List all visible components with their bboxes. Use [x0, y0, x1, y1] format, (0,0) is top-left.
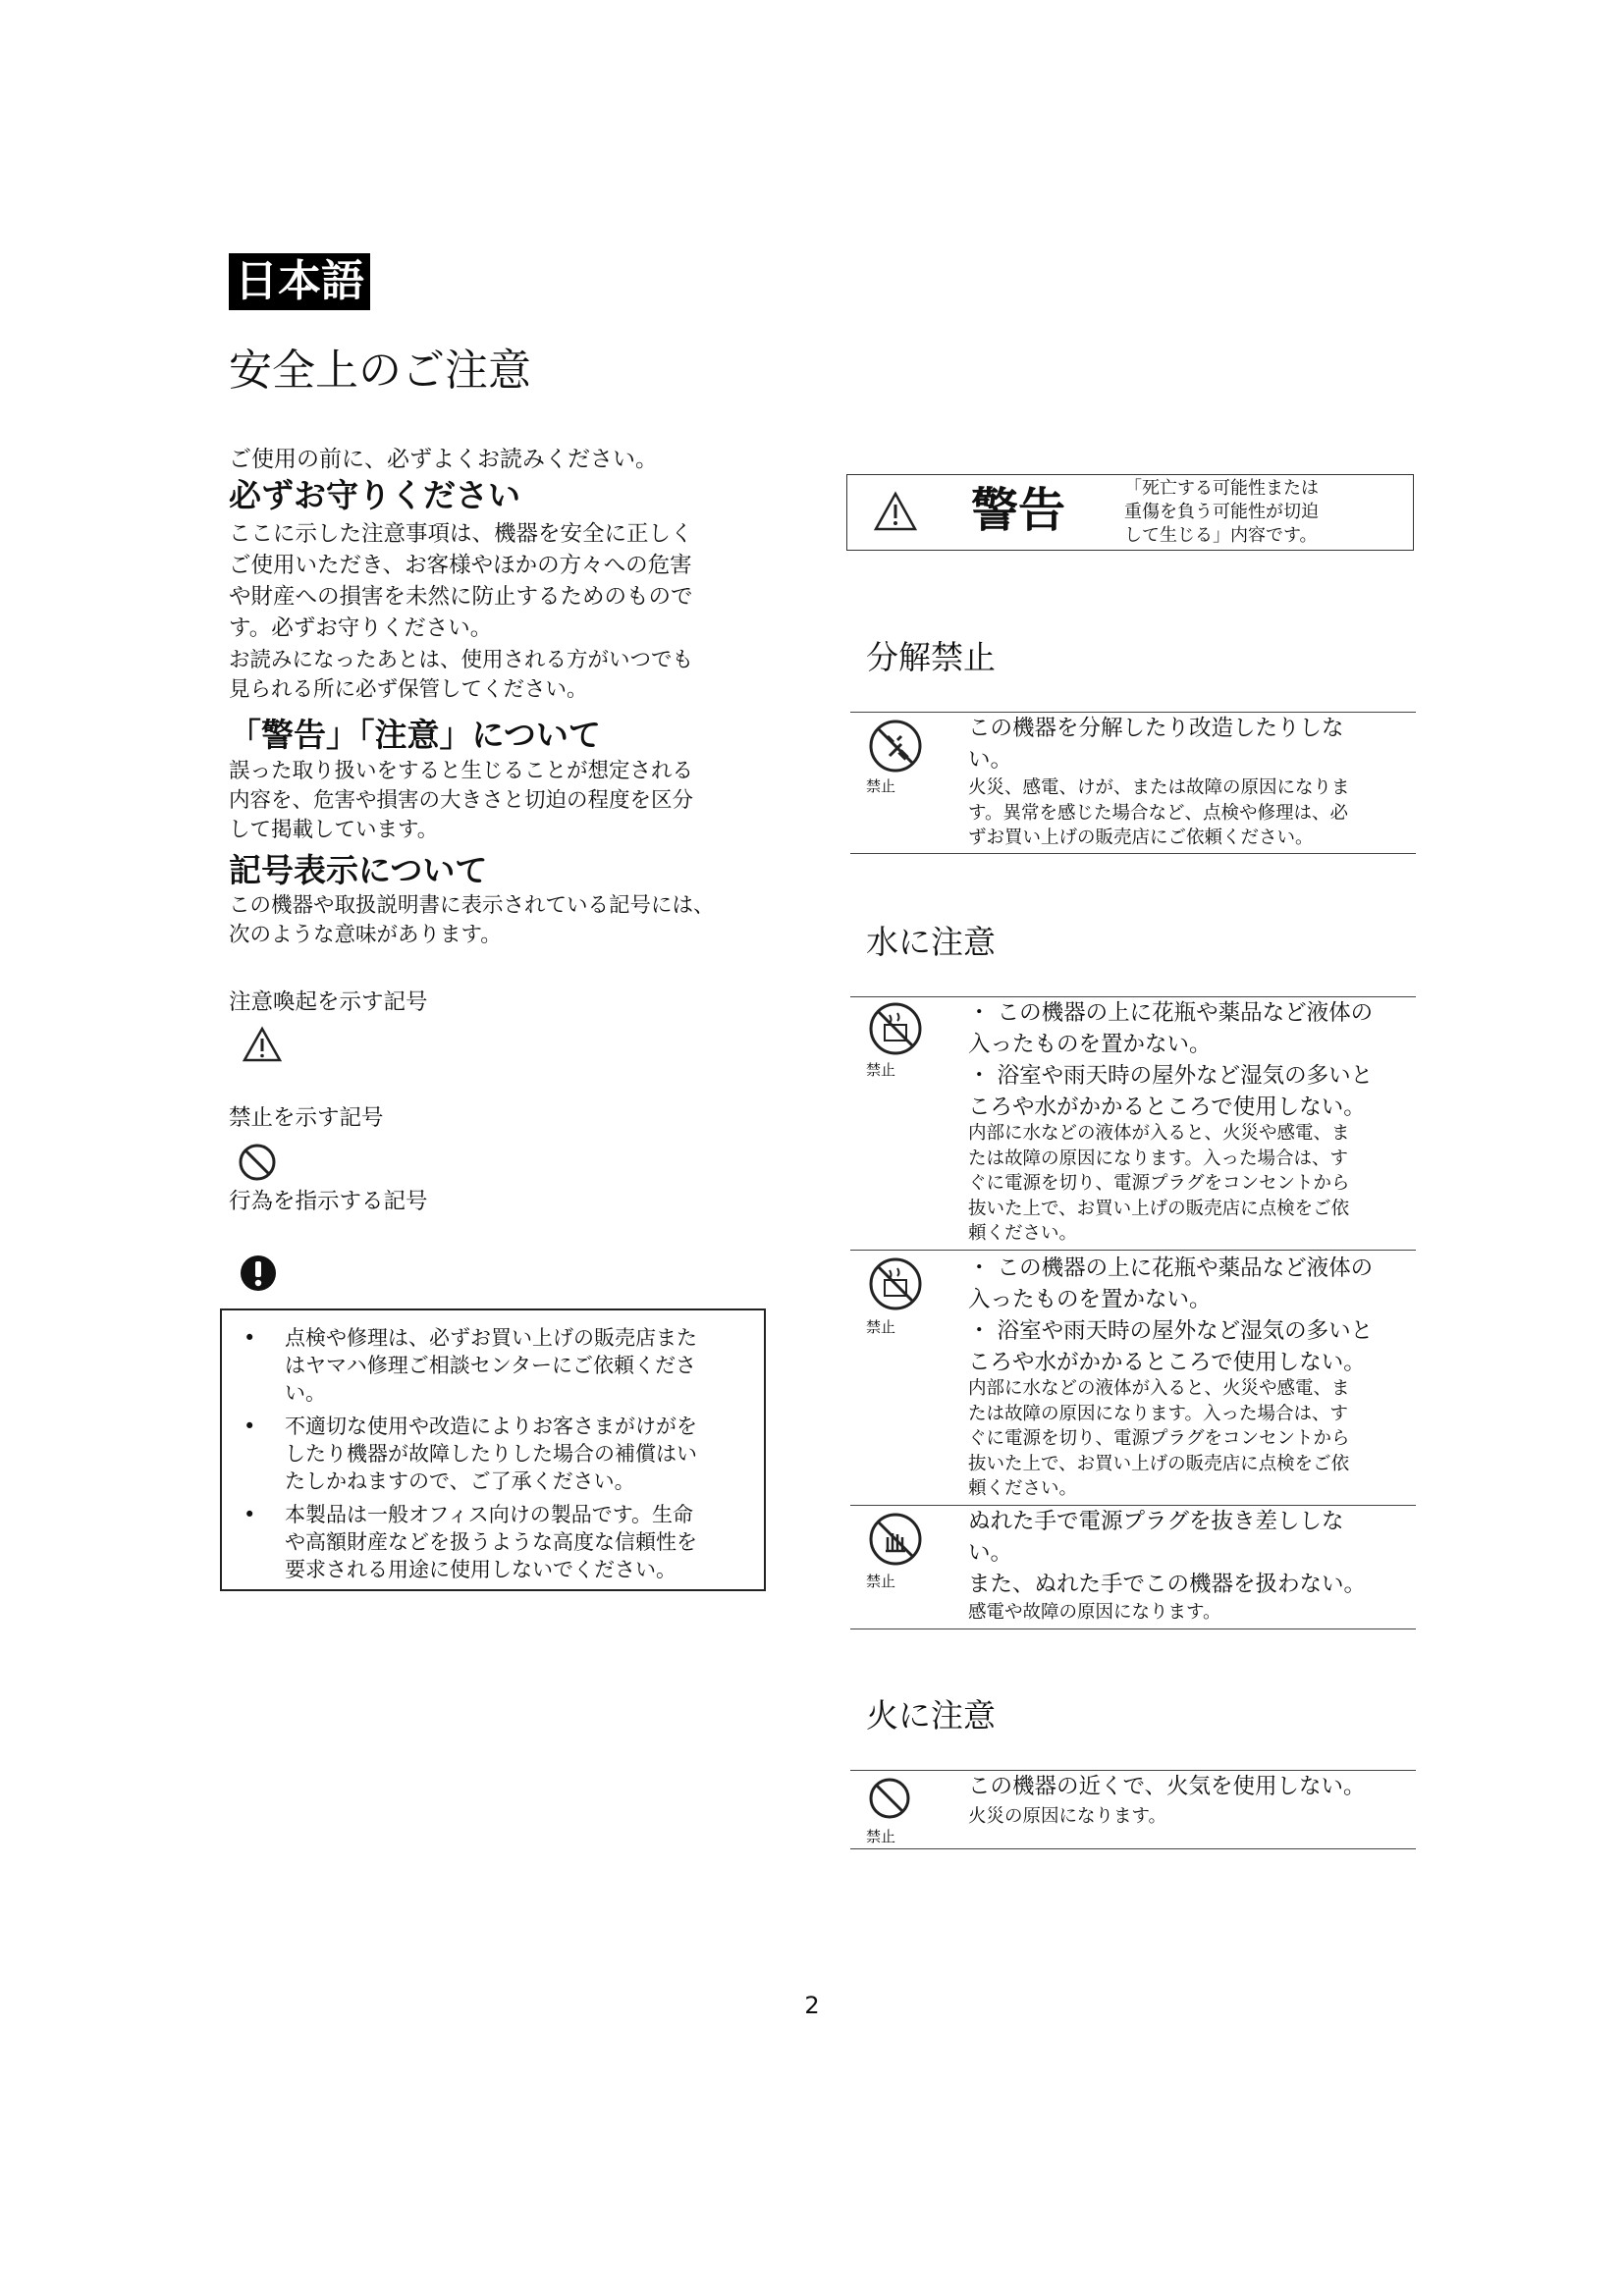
prohibition-icon: [868, 1777, 911, 1820]
mandatory-action-icon: [240, 1255, 277, 1292]
row-main-text: ・ この機器の上に花瓶や薬品など液体の 入ったものを置かない。 ・ 浴室や雨天時の屋外など湿気の多いと ころや水がかかるところで使用しない。: [968, 1255, 1374, 1375]
row-caption: 禁止: [866, 777, 896, 795]
keep-para2: お読みになったあとは、使用される方がいつでも 見られる所に必ず保管してください。: [229, 648, 694, 702]
row-note-text: 火災、感電、けが、または故障の原因になりま す。異常を感じた場合など、点検や修理は、必 ずお買い上げの販売店にご依頼ください。: [968, 777, 1350, 848]
symbols-para: この機器や取扱説明書に表示されている記号には、 次のような意味があります。: [229, 893, 715, 947]
no-water-icon: [868, 1256, 923, 1311]
notice-item: [244, 1324, 744, 1407]
section-heading-fire: 火に注意: [866, 1696, 996, 1735]
bullet: •: [244, 1503, 256, 1526]
symbol-label-mandatory: 行為を指示する記号: [229, 1189, 428, 1214]
notice-text: 点検や修理は、必ずお買い上げの販売店また はヤマハ修理ご相談センターにご依頼くださ い。: [285, 1326, 697, 1405]
notice-text: 本製品は一般オフィス向けの製品です。生命 や高額財産などを扱うような高度な信頼性を 要求される用途に使用しないでください。: [285, 1503, 697, 1581]
warning-header-box: [846, 474, 1414, 551]
notice-item: [244, 1413, 744, 1495]
heading-warning-caution: 「警告」「注意」について: [229, 716, 601, 754]
symbol-label-caution: 注意喚起を示す記号: [229, 989, 428, 1015]
row-main-text: この機器の近くで、火気を使用しない。: [968, 1774, 1366, 1799]
row-note-text: 感電や故障の原因になります。: [968, 1602, 1221, 1623]
notice-item: [244, 1501, 744, 1583]
row-caption: 禁止: [866, 1573, 896, 1590]
warning-triangle-icon: [242, 1026, 283, 1063]
prohibition-icon: [238, 1143, 277, 1182]
no-water-icon: [868, 1001, 923, 1056]
keep-para1: ここに示した注意事項は、機器を安全に正しく ご使用いただき、お客様やほかの方々への危害 や財産への損害を未然に防止するためのもので す。必ずお守りください。: [229, 521, 693, 641]
bullet: •: [244, 1326, 256, 1350]
notice-text: 不適切な使用や改造によりお客さまがけがを したり機器が故障したりした場合の補償はい たしかねますので、ご了承ください。: [285, 1415, 697, 1493]
heading-keep: 必ずお守りください: [229, 476, 520, 514]
warning-description: 「死亡する可能性または 重傷を負う可能性が切迫 して生じる」内容です。: [1124, 478, 1319, 546]
row-caption: 禁止: [866, 1061, 896, 1079]
about-paragraph: [229, 757, 779, 845]
symbols-paragraph: [229, 891, 798, 950]
row-main-text: ・ この機器の上に花瓶や薬品など液体の 入ったものを置かない。 ・ 浴室や雨天時の屋外など湿気の多いと ころや水がかかるところで使用しない。: [968, 1000, 1374, 1120]
page-number: 2: [804, 1992, 820, 2019]
page-title: 安全上のご注意: [229, 346, 531, 396]
row-caption: 禁止: [866, 1828, 896, 1845]
row-caption: 禁止: [866, 1318, 896, 1336]
section-heading-disassembly: 分解禁止: [866, 638, 996, 676]
section-heading-water: 水に注意: [866, 923, 996, 961]
row-note-text: 火災の原因になります。: [968, 1806, 1167, 1827]
bullet: •: [244, 1415, 256, 1438]
intro-text: ご使用の前に、必ずよくお読みください。: [229, 447, 658, 472]
no-disassembly-icon: [868, 719, 923, 774]
row-main-text: ぬれた手で電源プラグを抜き差ししな い。 また、ぬれた手でこの機器を扱わない。: [968, 1509, 1367, 1597]
no-wet-hands-icon: [868, 1512, 923, 1567]
warning-triangle-icon: [873, 491, 918, 532]
symbol-label-prohibition: 禁止を示す記号: [229, 1105, 384, 1131]
notice-box: [220, 1308, 766, 1591]
row-note-text: 内部に水などの液体が入ると、火災や感電、ま たは故障の原因になります。入った場合は、す ぐに電源を切り、電源プラグをコンセントから 抜いた上で、お買い上げの販売店に点検をご依 頼ください。: [968, 1123, 1350, 1244]
language-badge: 日本語: [229, 253, 370, 310]
divider: [850, 853, 1416, 854]
divider: [850, 1848, 1416, 1849]
divider: [850, 1250, 1416, 1251]
row-main-text: この機器を分解したり改造したりしな い。: [968, 716, 1344, 773]
keep-paragraph: [229, 518, 779, 705]
row-note-text: 内部に水などの液体が入ると、火災や感電、ま たは故障の原因になります。入った場合は、す ぐに電源を切り、電源プラグをコンセントから 抜いた上で、お買い上げの販売店に点検をご依 頼ください。: [968, 1378, 1350, 1499]
warning-title: 警告: [971, 483, 1066, 538]
heading-symbols: 記号表示について: [229, 851, 488, 889]
about-para: 誤った取り扱いをすると生じることが想定される 内容を、危害や損害の大きさと切迫の程度を区分 して掲載しています。: [229, 759, 694, 842]
